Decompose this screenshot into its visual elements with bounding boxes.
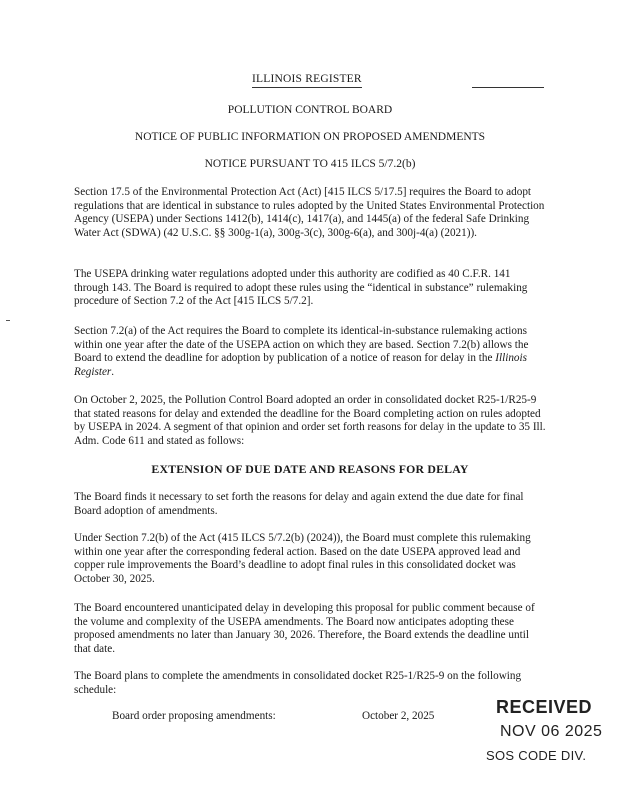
notice-pursuant: NOTICE PURSUANT TO 415 ILCS 5/7.2(b) — [204, 158, 416, 170]
illinois-register-italic: Illinois Register — [74, 352, 527, 378]
notice-title: NOTICE OF PUBLIC INFORMATION ON PROPOSED AMENDMENTS — [134, 131, 486, 143]
paragraph-delay: The Board encountered unanticipated delay in developing this proposal for public comment because of the volume and complexity of the USEPA amendments. The Board now anticipates adopting these proposed amendments no later than January 30, 2026. Therefore, the Board extends the deadline until that date. — [74, 602, 535, 655]
header-underline — [252, 87, 362, 88]
paragraph-findings: The Board finds it necessary to set forth the reasons for delay and again extend the due date for final Board adoption of amendments. — [74, 491, 524, 517]
margin-mark — [6, 320, 10, 321]
paragraph-deadline-text: Section 7.2(a) of the Act requires the Board to complete its identical-in-substance rulemaking actions within one year after the date of the USEPA action on which they are based. Section 7.2(b) allows the Board to extend the deadline for adoption by publication of a notice of reason for delay in the — [74, 325, 529, 365]
paragraph-schedule: The Board plans to complete the amendments in consolidated docket R25-1/R25-9 on the following schedule: — [74, 670, 522, 696]
paragraph-order: On October 2, 2025, the Pollution Control Board adopted an order in consolidated docket R25-1/R25-9 that stated reasons for delay and extended the deadline for the Board completing action on rules adopted by USEPA in 2024. A segment of that opinion and order set forth reasons for delay in the update to 35 Ill. Adm. Code 611 and stated as follows: — [74, 394, 546, 447]
paragraph-authority: Section 17.5 of the Environmental Protection Act (Act) [415 ILCS 5/17.5] requires the Board to adopt regulations that are identical in substance to rules adopted by the United States Environmental Protection Agency (USEPA) under Sections 1412(b), 1414(c), 1417(a), and 1445(a) of the federal Safe Drinking Water Act (SDWA) (42 U.S.C. §§ 300g-1(a), 300g-3(c), 300g-6(a), and 300j-4(a) (2021)). — [74, 186, 545, 239]
schedule-date: October 2, 2025 — [362, 710, 435, 722]
paragraph-section-7-2b: Under Section 7.2(b) of the Act (415 ILCS 5/7.2(b) (2024)), the Board must complete this rulemaking within one year after the corresponding federal action. Based on the date USEPA approved lead and copper rule improvements the Board’s deadline to adopt final rules in this consolidated docket was October 30, 2025. — [74, 532, 531, 585]
section-heading: EXTENSION OF DUE DATE AND REASONS FOR DELAY — [151, 462, 469, 476]
register-header: ILLINOIS REGISTER — [252, 73, 362, 85]
board-name: POLLUTION CONTROL BOARD — [227, 104, 393, 116]
received-stamp: RECEIVED — [496, 697, 593, 717]
paragraph-deadline-end: . — [111, 365, 115, 378]
paragraph-deadline — [74, 325, 548, 379]
header-rule-right — [472, 87, 544, 88]
schedule-label: Board order proposing amendments: — [112, 710, 276, 722]
received-stamp-date: NOV 06 2025 — [500, 723, 603, 740]
received-stamp-division: SOS CODE DIV. — [486, 748, 587, 763]
paragraph-codification: The USEPA drinking water regulations adopted under this authority are codified as 40 C.F.R. 141 through 143. The Board is required to adopt these rules using the “identical in substance” rulemaking procedure of Section 7.2 of the Act [415 ILCS 5/7.2]. — [74, 268, 528, 308]
